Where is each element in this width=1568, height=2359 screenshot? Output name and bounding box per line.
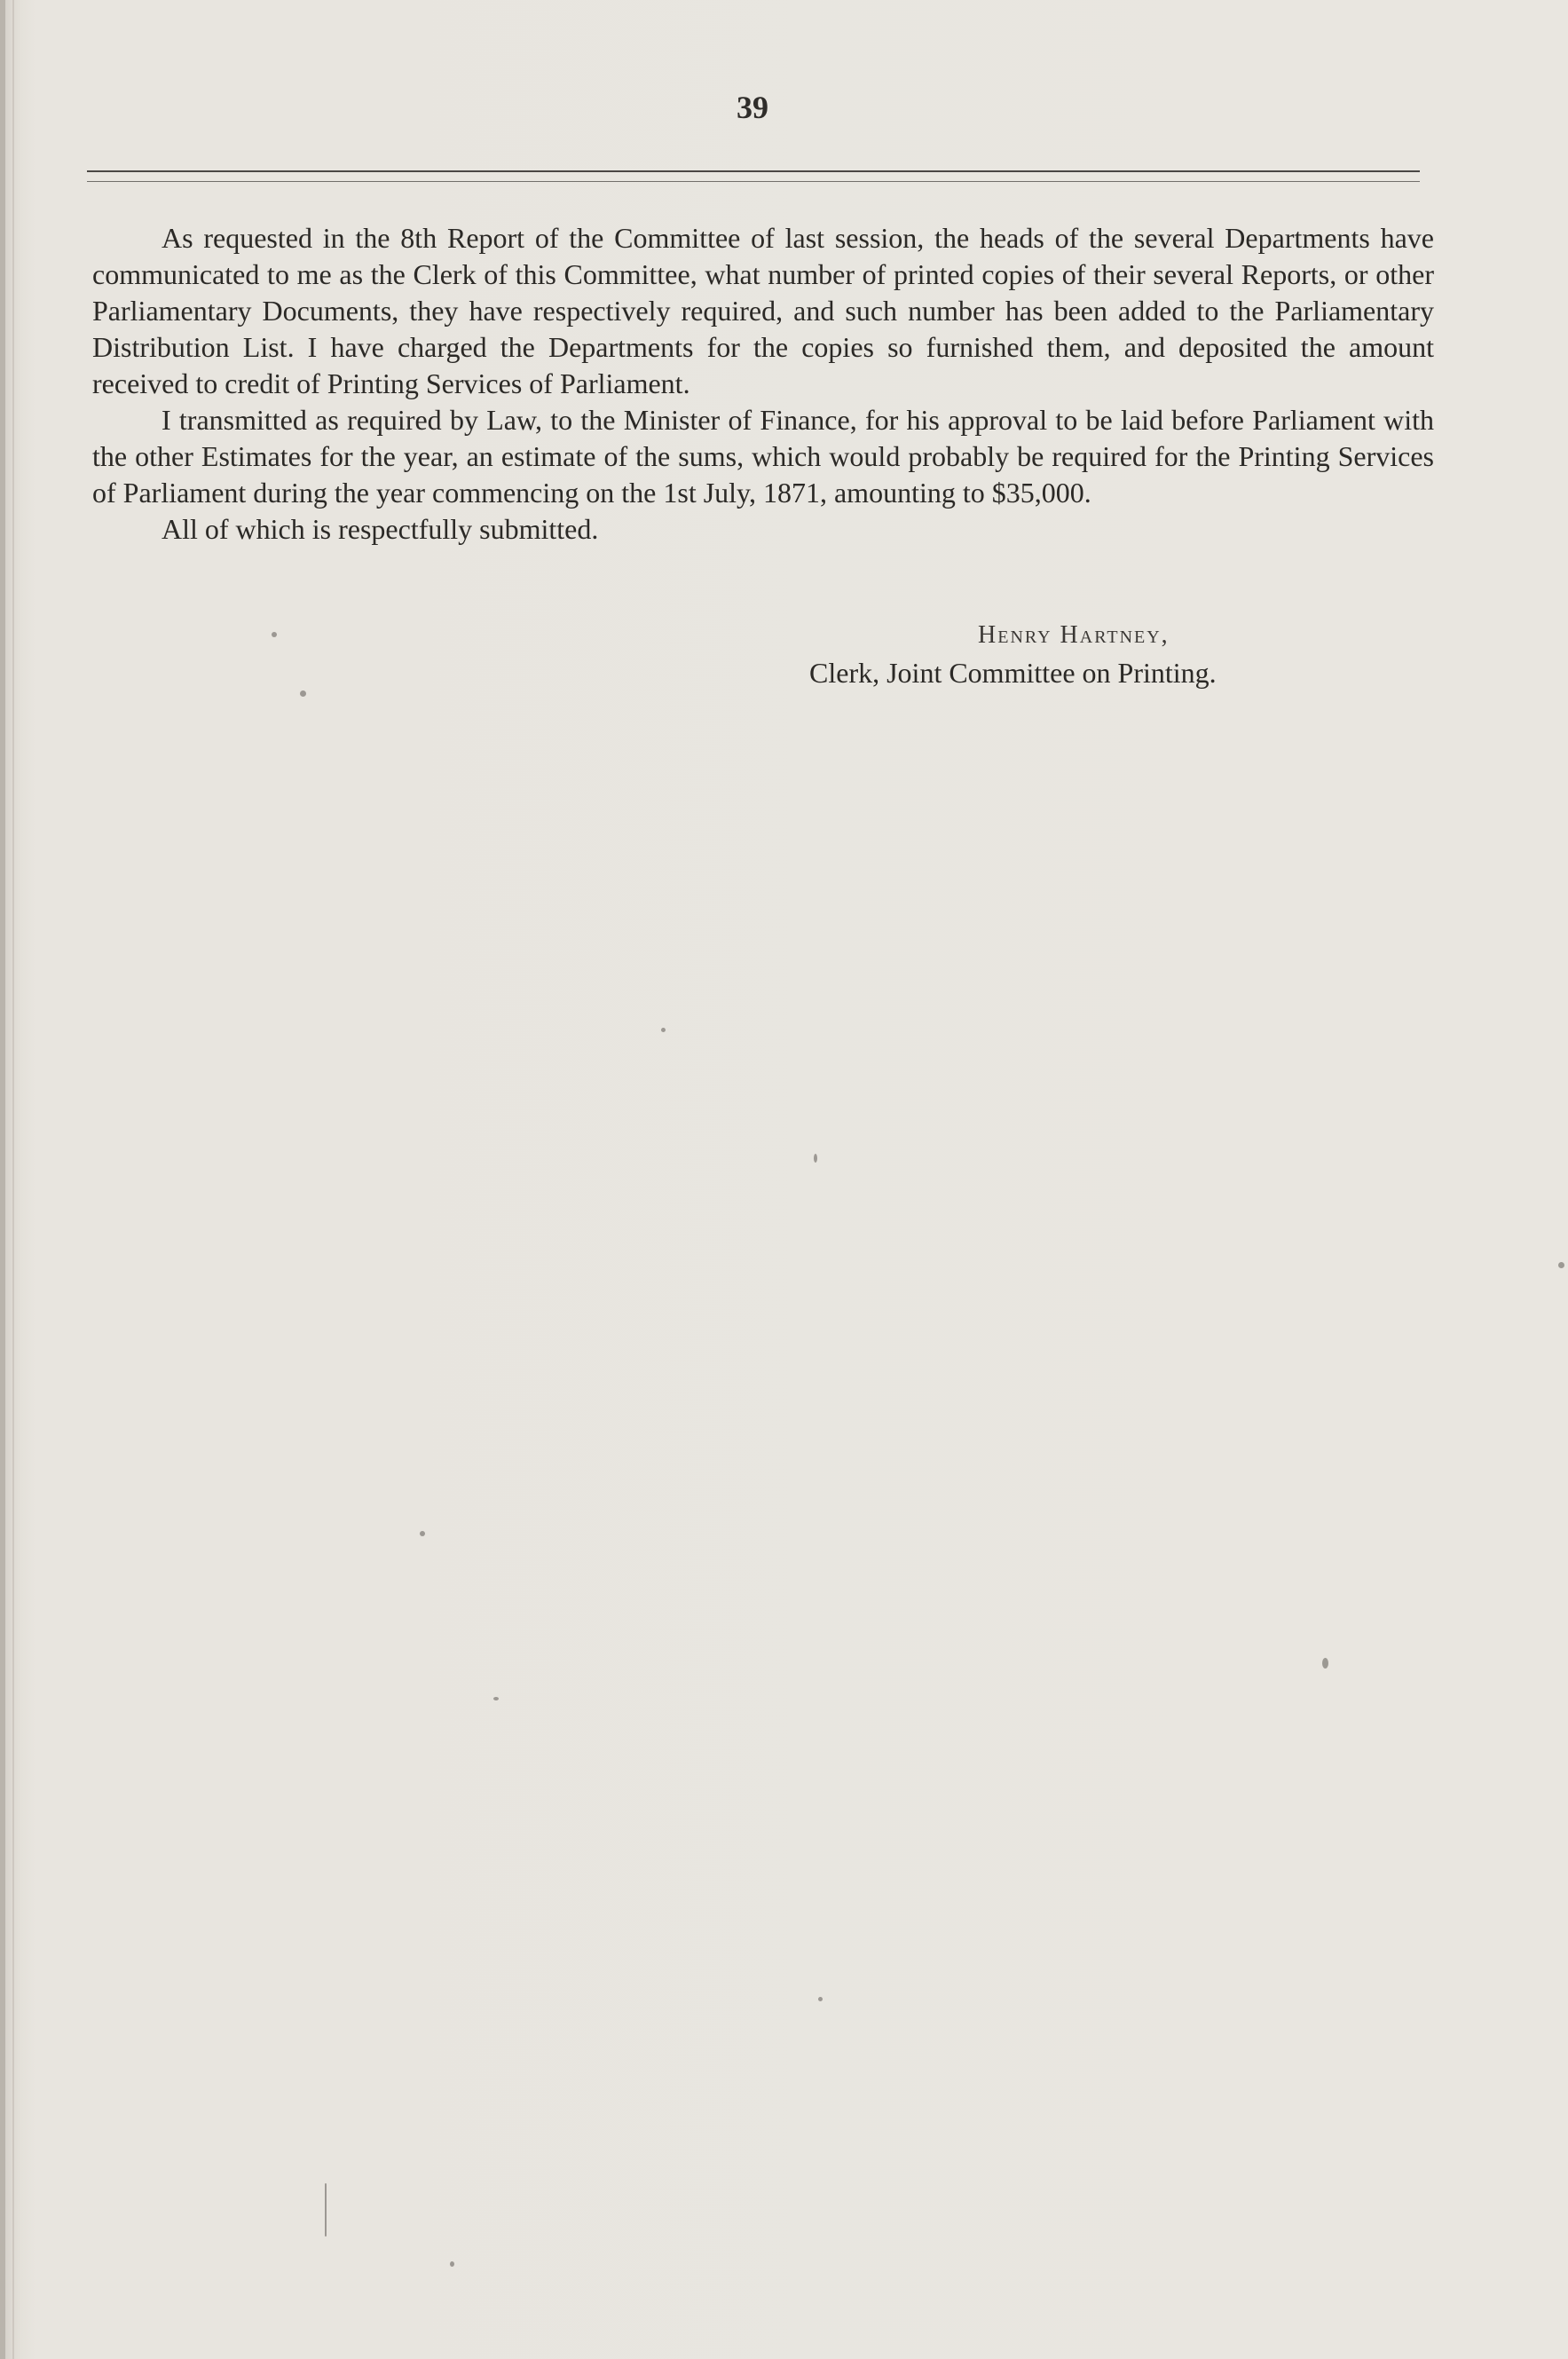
header-rule-bottom [87, 181, 1420, 182]
paper-speck [814, 1154, 817, 1163]
report-body [92, 220, 1434, 548]
paper-speck [272, 632, 277, 637]
paper-speck [1558, 1262, 1564, 1268]
paper-speck [1322, 1658, 1328, 1669]
signature-name: Henry Hartney, [978, 621, 1170, 649]
page-number: 39 [737, 90, 768, 125]
paper-speck [420, 1531, 425, 1536]
paper-speck [450, 2261, 454, 2267]
binding-shadow [12, 0, 14, 2359]
binding-edge [0, 0, 5, 2359]
paper-speck [661, 1028, 666, 1032]
paper-speck [325, 2183, 327, 2237]
paper-speck [493, 1697, 499, 1700]
paper-speck [818, 1997, 823, 2001]
paragraph-departments: As requested in the 8th Report of the Committee of last session, the heads of the several Departments have communicated to me as the Clerk of this Committee, what number of printed copies of their several Reports, or other Parliamentary Documents, they have respectively required, and such number has been added to the Parliamentary Distribution List. I have charged the Departments for the copies so furnished them, and deposited the amount received to credit of Printing Services of Parliament. [92, 222, 1434, 399]
paragraph-estimate: I transmitted as required by Law, to the Minister of Finance, for his approval to be laid before Parliament with the other Estimates for the year, an estimate of the sums, which would probably be required for the Printing Services of Parliament during the year commencing on the 1st July, 1871, amounting to $35,000. [92, 404, 1434, 509]
paragraph-closing: All of which is respectfully submitted. [162, 513, 599, 545]
paper-speck [300, 690, 306, 697]
signature-title: Clerk, Joint Committee on Printing. [809, 657, 1217, 689]
header-rule-top [87, 170, 1420, 172]
